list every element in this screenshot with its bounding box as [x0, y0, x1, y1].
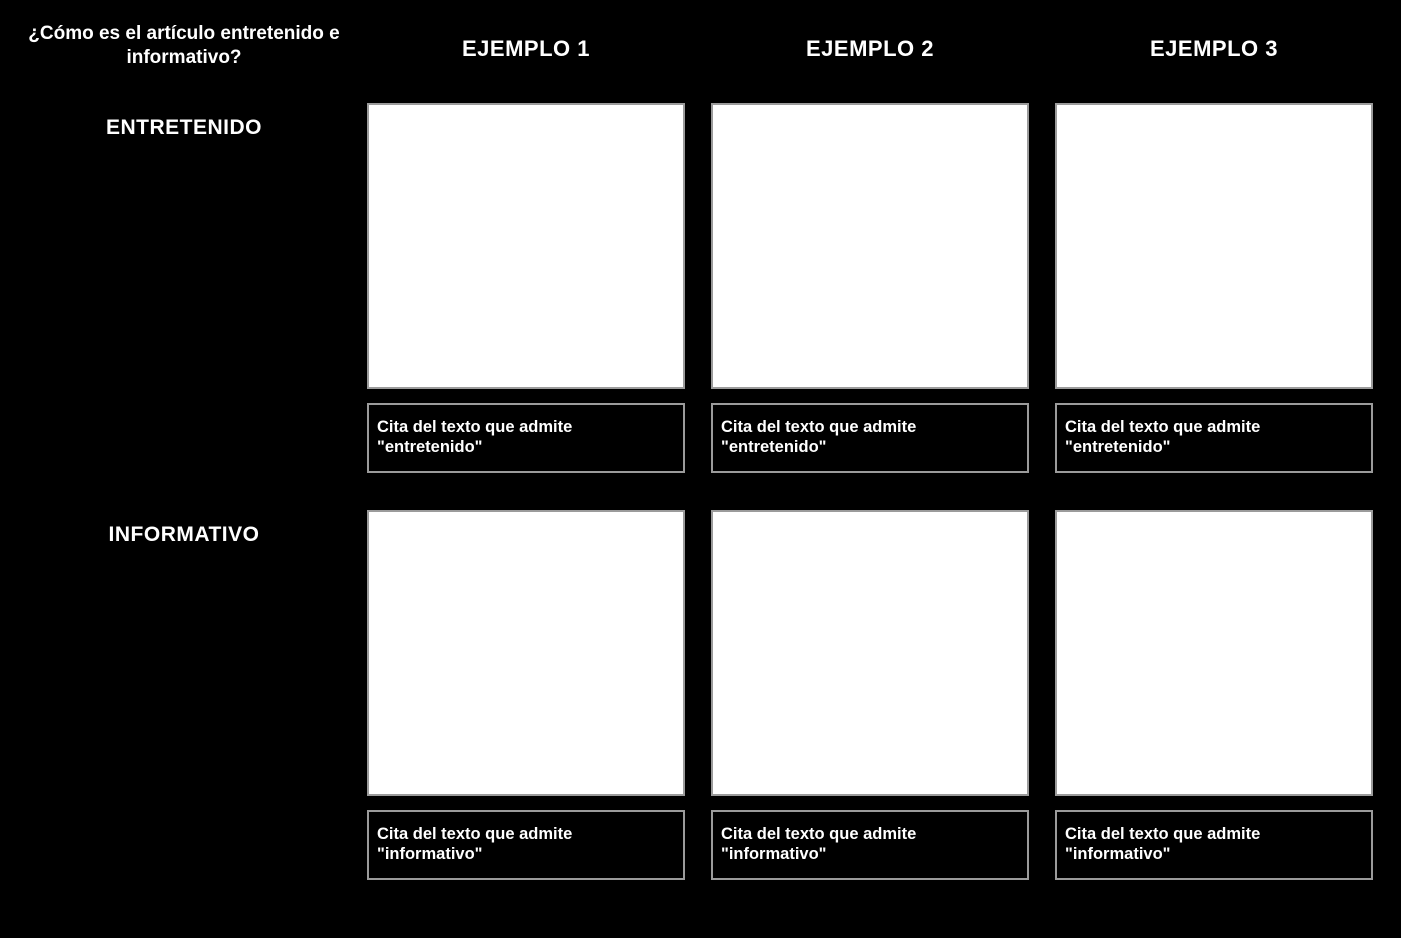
cell-informativo-ejemplo-3: [1055, 510, 1373, 880]
image-canvas[interactable]: [1055, 510, 1373, 796]
column-header-ejemplo-2: EJEMPLO 2: [806, 36, 934, 61]
caption-box[interactable]: [367, 810, 685, 880]
image-canvas[interactable]: [367, 510, 685, 796]
row-label-entretenido: ENTRETENIDO: [105, 116, 262, 139]
cell-informativo-ejemplo-2: [711, 510, 1029, 880]
column-header-ejemplo-1: EJEMPLO 1: [462, 36, 590, 61]
cell-entretenido-ejemplo-2: [711, 103, 1029, 473]
caption-text: Cita del texto que admite "entretenido": [721, 418, 917, 456]
image-canvas[interactable]: [711, 103, 1029, 389]
image-canvas[interactable]: [711, 510, 1029, 796]
row-label-informativo: INFORMATIVO: [108, 523, 260, 546]
caption-text: Cita del texto que admite "entretenido": [1065, 418, 1261, 456]
caption-text: Cita del texto que admite "entretenido": [377, 418, 573, 456]
image-canvas[interactable]: [1055, 103, 1373, 389]
cell-informativo-ejemplo-1: [367, 510, 685, 880]
column-header-ejemplo-3: EJEMPLO 3: [1150, 36, 1278, 61]
cell-entretenido-ejemplo-1: [367, 103, 685, 473]
page-title: ¿Cómo es el artículo entretenido e informativo?: [28, 23, 340, 68]
caption-text: Cita del texto que admite "informativo": [1065, 825, 1261, 863]
caption-box[interactable]: [1055, 403, 1373, 473]
caption-box[interactable]: [1055, 810, 1373, 880]
caption-box[interactable]: [711, 403, 1029, 473]
cell-entretenido-ejemplo-3: [1055, 103, 1373, 473]
caption-box[interactable]: [367, 403, 685, 473]
caption-text: Cita del texto que admite "informativo": [721, 825, 917, 863]
image-canvas[interactable]: [367, 103, 685, 389]
caption-box[interactable]: [711, 810, 1029, 880]
caption-text: Cita del texto que admite "informativo": [377, 825, 573, 863]
